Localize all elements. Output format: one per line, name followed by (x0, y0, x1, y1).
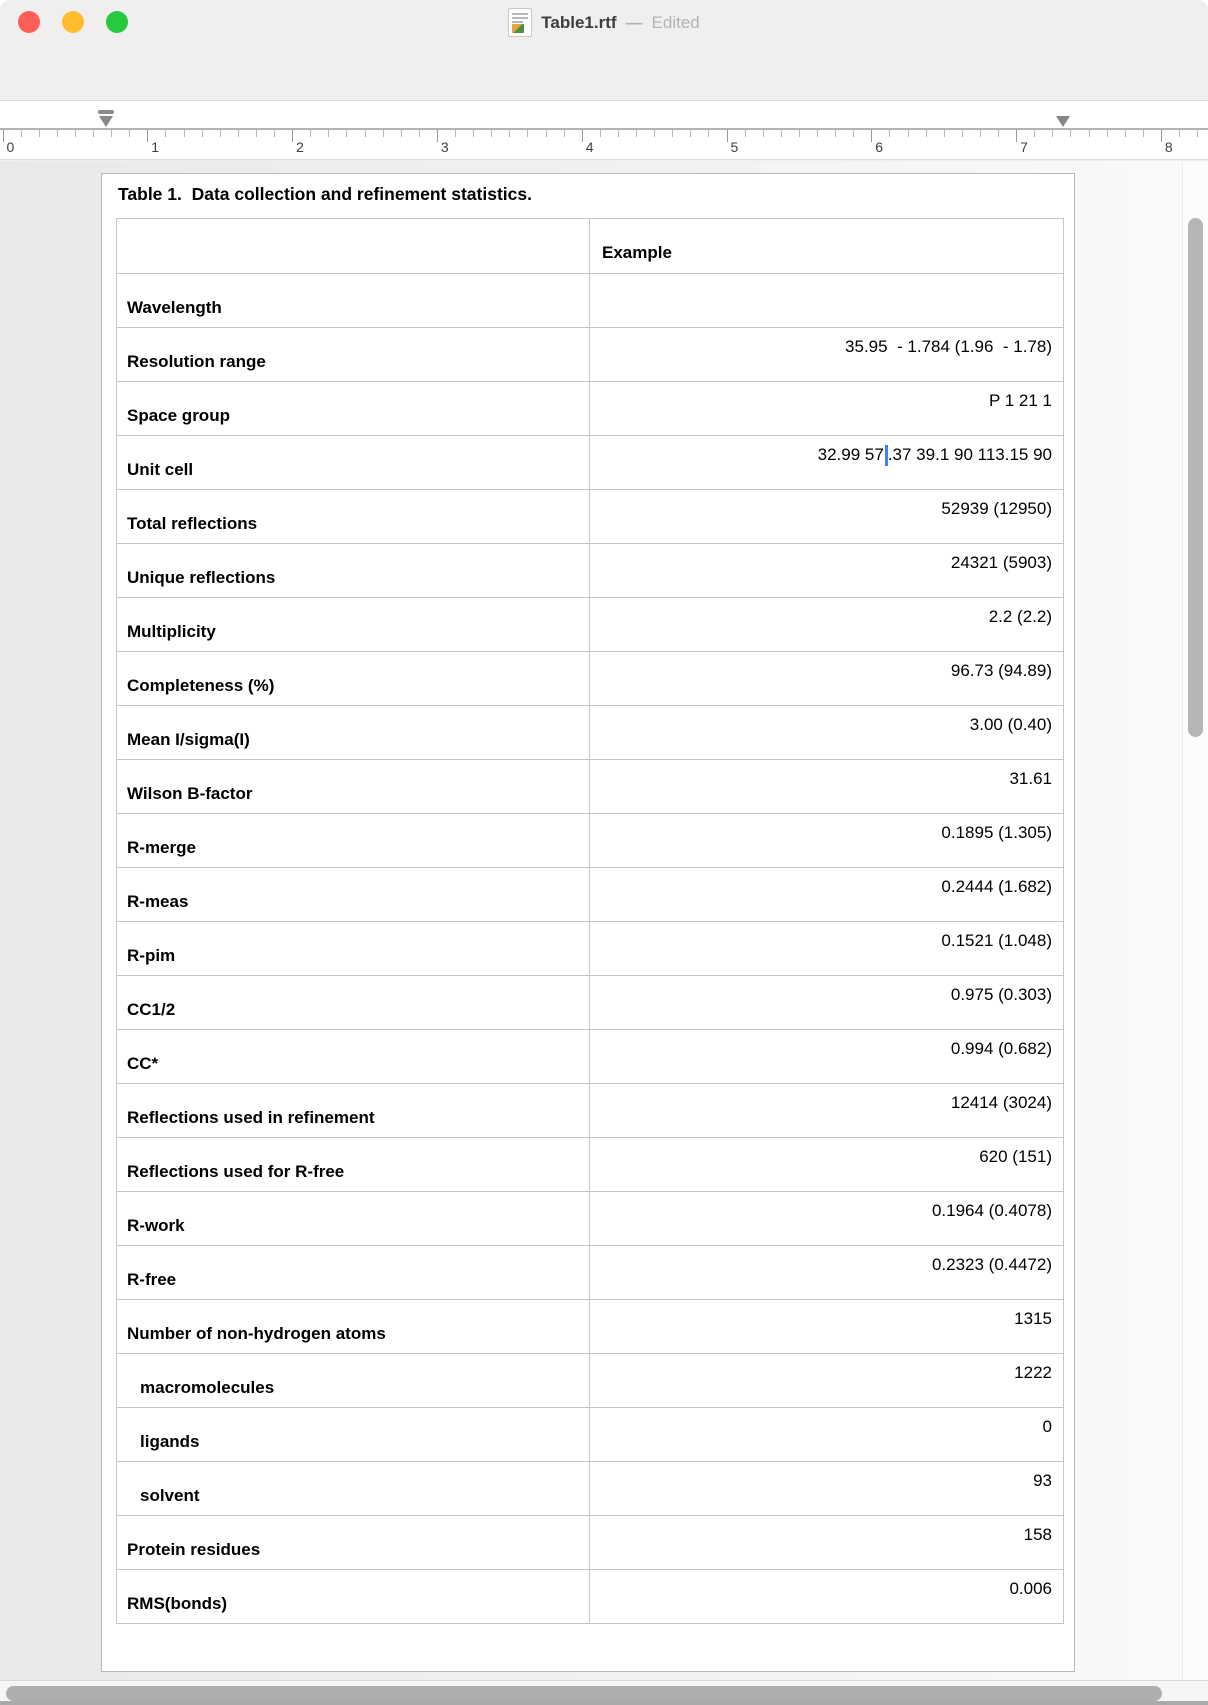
document-icon (508, 8, 532, 37)
row-label-cell[interactable]: CC* (117, 1030, 590, 1083)
row-label-cell[interactable]: Reflections used in refinement (117, 1084, 590, 1137)
ruler-tick (799, 130, 800, 137)
table-row (117, 1515, 1063, 1569)
ruler-tick (437, 130, 438, 142)
table-row (117, 489, 1063, 543)
ruler-tick (1161, 130, 1162, 142)
row-label-cell[interactable]: R-meas (117, 868, 590, 921)
ruler-tick (690, 130, 691, 137)
row-value-cell[interactable]: 12414 (3024) (950, 1093, 1052, 1112)
row-value-cell[interactable]: 0.2444 (1.682) (941, 877, 1052, 896)
row-label-cell[interactable]: R-pim (117, 922, 590, 975)
ruler-tick (129, 130, 130, 137)
ruler-tick (1089, 130, 1090, 137)
table-row (117, 975, 1063, 1029)
ruler-tick (835, 130, 836, 137)
row-label-cell[interactable]: Unique reflections (117, 544, 590, 597)
ruler-tick (419, 130, 420, 137)
row-value-cell[interactable]: 3.00 (0.40) (969, 715, 1052, 734)
ruler-tick (654, 130, 655, 137)
row-label-cell[interactable]: R-merge (117, 814, 590, 867)
ruler-tick (383, 130, 384, 137)
ruler-tick (93, 130, 94, 137)
row-label-cell[interactable]: Mean I/sigma(I) (117, 706, 590, 759)
window-title: Table1.rtf (541, 12, 617, 32)
ruler-tick (310, 130, 311, 137)
table-row (117, 273, 1063, 327)
header-label-cell[interactable] (117, 219, 590, 273)
row-label-cell[interactable]: Resolution range (117, 328, 590, 381)
document-scroll-area (0, 161, 1208, 1680)
ruler-number: 2 (296, 139, 304, 155)
row-value-cell[interactable]: 0.006 (1009, 1579, 1052, 1598)
ruler-tick (636, 130, 637, 137)
vertical-scrollbar[interactable] (1188, 218, 1203, 737)
ruler-tick (1034, 130, 1035, 137)
table-row (117, 921, 1063, 975)
ruler-tick (57, 130, 58, 137)
ruler-number: 0 (6, 139, 15, 155)
format-toolbar (0, 45, 1208, 100)
row-label-cell[interactable]: RMS(bonds) (117, 1570, 590, 1623)
horizontal-scrollbar[interactable] (6, 1686, 1162, 1701)
ruler-tick (763, 130, 764, 137)
row-value-cell[interactable]: 32.99 57 .37 39.1 90 113.15 90 (817, 445, 1052, 464)
row-label-cell[interactable]: R-free (117, 1246, 590, 1299)
table-row (117, 1083, 1063, 1137)
ruler-number: 8 (1164, 139, 1173, 155)
ruler-tick (75, 130, 76, 137)
table-row (117, 327, 1063, 381)
table-row (117, 1245, 1063, 1299)
ruler-tick (473, 130, 474, 137)
table-row (117, 1029, 1063, 1083)
row-label-cell[interactable]: R-work (117, 1192, 590, 1245)
ruler-tick (889, 130, 890, 137)
ruler-tick (256, 130, 257, 137)
ruler-tick (564, 130, 565, 137)
table-row (117, 1569, 1063, 1623)
ruler-tick (527, 130, 528, 137)
row-label-cell[interactable]: Reflections used for R-free (117, 1138, 590, 1191)
title-bar (0, 0, 1208, 45)
ruler-tick (21, 130, 22, 137)
ruler (0, 100, 1208, 160)
ruler-tick (1107, 130, 1108, 137)
ruler-tick (817, 130, 818, 137)
table-row (117, 435, 1063, 489)
left-indent-marker[interactable] (99, 116, 113, 127)
ruler-tick (202, 130, 203, 137)
row-value-cell[interactable]: 0.1521 (1.048) (941, 931, 1052, 950)
row-value-cell[interactable]: 0.2323 (0.4472) (931, 1255, 1052, 1274)
ruler-tick (1143, 130, 1144, 137)
row-value-cell[interactable]: 0.994 (0.682) (950, 1039, 1052, 1058)
ruler-tick (618, 130, 619, 137)
ruler-tick (944, 130, 945, 137)
row-value-cell[interactable]: 2.2 (2.2) (988, 607, 1052, 626)
first-line-indent-marker[interactable] (98, 110, 114, 114)
row-value-cell[interactable]: 0.975 (0.303) (950, 985, 1052, 1004)
ruler-tick (998, 130, 999, 137)
ruler-tick (672, 130, 673, 137)
row-label-cell[interactable]: Wilson B-factor (117, 760, 590, 813)
table-row (117, 1299, 1063, 1353)
ruler-number: 3 (440, 139, 449, 155)
ruler-tick (708, 130, 709, 137)
ruler-number: 5 (730, 139, 739, 155)
ruler-tick (365, 130, 366, 137)
row-label-cell[interactable]: Space group (117, 382, 590, 435)
row-value-cell[interactable]: 0.1895 (1.305) (941, 823, 1052, 842)
ruler-tick (328, 130, 329, 137)
table-row (117, 867, 1063, 921)
row-value-cell[interactable]: 35.95 - 1.784 (1.96 - 1.78) (845, 337, 1052, 356)
ruler-tick (1179, 130, 1180, 137)
ruler-tick (546, 130, 547, 137)
row-label-cell[interactable]: Completeness (%) (117, 652, 590, 705)
table-row (117, 1353, 1063, 1407)
ruler-tick (184, 130, 185, 137)
row-label-cell[interactable]: solvent (117, 1462, 590, 1515)
row-value-cell[interactable]: 1315 (1014, 1309, 1052, 1328)
ruler-number: 1 (151, 139, 160, 155)
row-label-cell[interactable]: Wavelength (117, 274, 590, 327)
ruler-baseline (0, 128, 1208, 130)
row-label-cell[interactable]: macromolecules (117, 1354, 590, 1407)
table-row (117, 813, 1063, 867)
ruler-tick (165, 130, 166, 137)
ruler-tick (3, 130, 4, 142)
ruler-tick (600, 130, 601, 137)
ruler-tick (455, 130, 456, 137)
row-value-cell[interactable]: 93 (1033, 1471, 1052, 1490)
row-value-cell[interactable]: 0.1964 (0.4078) (931, 1201, 1052, 1220)
ruler-tick (274, 130, 275, 137)
ruler-tick (346, 130, 347, 137)
ruler-tick (238, 130, 239, 137)
window-title-group (0, 0, 1208, 45)
ruler-tick (871, 130, 872, 142)
row-label-cell[interactable]: Unit cell (117, 436, 590, 489)
table-row (117, 759, 1063, 813)
row-label-cell[interactable]: Multiplicity (117, 598, 590, 651)
row-value-cell[interactable]: P 1 21 1 (988, 391, 1052, 410)
ruler-tick (401, 130, 402, 137)
ruler-number: 6 (875, 139, 884, 155)
ruler-tick (491, 130, 492, 137)
ruler-tick (980, 130, 981, 137)
table-row (117, 1461, 1063, 1515)
row-label-cell[interactable]: Number of non-hydrogen atoms (117, 1300, 590, 1353)
ruler-tick (908, 130, 909, 137)
row-value-cell[interactable] (590, 274, 1063, 327)
ruler-number: 4 (585, 139, 594, 155)
table-row (117, 1407, 1063, 1461)
table-row (117, 705, 1063, 759)
ruler-tick (1016, 130, 1017, 142)
edited-badge: Edited (651, 12, 700, 32)
row-label-cell[interactable]: Total reflections (117, 490, 590, 543)
table-row (117, 1137, 1063, 1191)
ruler-tick (1125, 130, 1126, 137)
ruler-tick (111, 130, 112, 137)
row-value-cell[interactable]: 96.73 (94.89) (950, 661, 1052, 680)
table-row (117, 651, 1063, 705)
ruler-tick (292, 130, 293, 142)
row-value-cell[interactable]: 31.61 (1009, 769, 1052, 788)
document-page[interactable] (101, 173, 1075, 1672)
ruler-tick (926, 130, 927, 137)
ruler-tick (781, 130, 782, 137)
row-label-cell[interactable]: CC1/2 (117, 976, 590, 1029)
ruler-tick (582, 130, 583, 142)
ruler-tick (853, 130, 854, 137)
table-row (117, 381, 1063, 435)
row-value-cell[interactable]: 620 (151) (979, 1147, 1052, 1166)
row-value-cell[interactable]: 158 (1023, 1525, 1052, 1544)
table-header-row (117, 219, 1063, 273)
header-value-cell[interactable]: Example (602, 243, 672, 262)
ruler-tick (745, 130, 746, 137)
ruler-tick (39, 130, 40, 137)
document-heading[interactable]: Table 1. Data collection and refinement statistics. (118, 184, 532, 204)
ruler-number: 7 (1020, 139, 1028, 155)
row-label-cell[interactable]: ligands (117, 1408, 590, 1461)
ruler-tick (1070, 130, 1071, 137)
ruler-tick (1197, 130, 1198, 137)
row-value-cell[interactable]: 0 (1042, 1417, 1052, 1436)
statistics-table (116, 218, 1064, 1624)
ruler-tick (1052, 130, 1053, 137)
row-value-cell[interactable]: 24321 (5903) (950, 553, 1052, 572)
row-value-cell[interactable]: 52939 (12950) (941, 499, 1052, 518)
ruler-tick (220, 130, 221, 137)
table-row (117, 543, 1063, 597)
table-row (117, 1191, 1063, 1245)
table-row (117, 597, 1063, 651)
row-value-cell[interactable]: 1222 (1014, 1363, 1052, 1382)
ruler-tick (147, 130, 148, 142)
title-separator: — (625, 12, 643, 32)
row-label-cell[interactable]: Protein residues (117, 1516, 590, 1569)
ruler-tick (509, 130, 510, 137)
ruler-tick (962, 130, 963, 137)
window-bottom-edge (0, 1701, 1208, 1705)
right-indent-marker[interactable] (1056, 116, 1070, 127)
ruler-tick (727, 130, 728, 142)
